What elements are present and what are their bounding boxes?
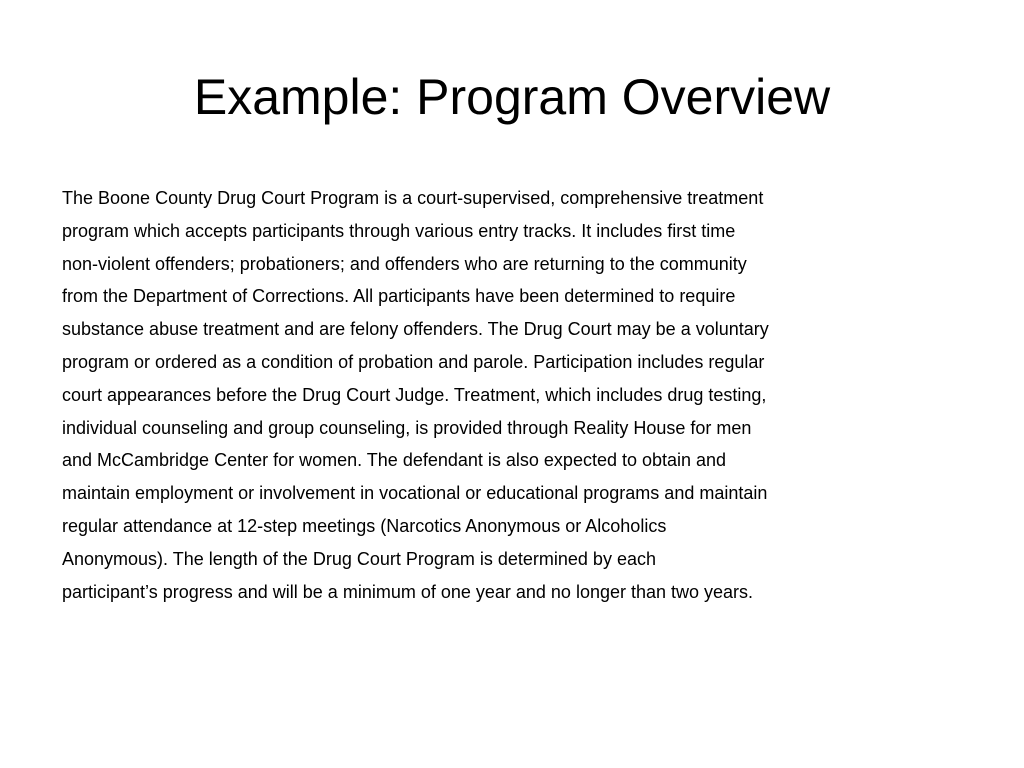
body-line: individual counseling and group counseling, is provided through Reality House for men [62,417,752,438]
body-line: maintain employment or involvement in vocational or educational programs and maintain [62,483,768,504]
body-line: The Boone County Drug Court Program is a court-supervised, comprehensive treatment [62,188,764,208]
slide-title: Example: Program Overview [193,69,831,125]
body-line: participant’s progress and will be a minimum of one year and no longer than two years. [62,581,754,602]
body-line: Anonymous). The length of the Drug Court Program is determined by each [62,548,656,569]
slide-body [62,182,962,608]
body-line: regular attendance at 12-step meetings (Narcotics Anonymous or Alcoholics [62,515,667,536]
body-line: court appearances before the Drug Court Judge. Treatment, which includes drug testing, [62,384,767,405]
body-line: non-violent offenders; probationers; and offenders who are returning to the community [62,253,747,274]
body-line: program or ordered as a condition of probation and parole. Participation includes regular [62,351,765,372]
body-line: substance abuse treatment and are felony offenders. The Drug Court may be a voluntary [62,319,769,340]
body-line: from the Department of Corrections. All participants have been determined to require [62,286,736,307]
body-line: program which accepts participants through various entry tracks. It includes first time [62,220,736,241]
body-line: and McCambridge Center for women. The defendant is also expected to obtain and [62,450,727,471]
